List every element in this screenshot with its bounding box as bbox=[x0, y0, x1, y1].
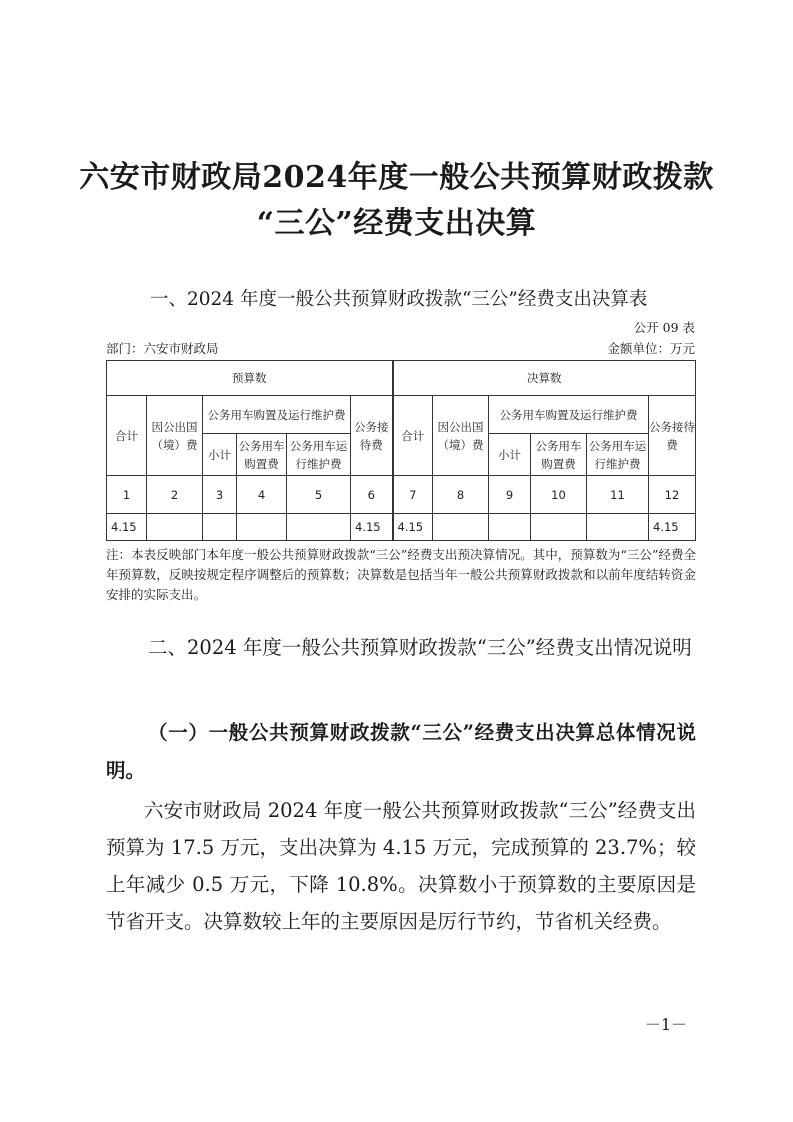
page-number: －1－ bbox=[644, 1015, 687, 1034]
col-reception: 公务接待费 bbox=[649, 396, 696, 476]
value-cell bbox=[531, 514, 587, 541]
col-abroad: 因公出国（境）费 bbox=[433, 396, 489, 476]
budget-header: 预算数 bbox=[107, 361, 393, 396]
value-cell bbox=[489, 514, 531, 541]
document-title-line1: 六安市财政局2024年度一般公共预算财政拨款 bbox=[79, 160, 714, 195]
col-number: 4 bbox=[237, 476, 287, 514]
col-number: 9 bbox=[489, 476, 531, 514]
value-cell bbox=[587, 514, 649, 541]
col-number: 1 bbox=[107, 476, 147, 514]
col-number: 2 bbox=[147, 476, 203, 514]
value-cell: 4.15 bbox=[107, 514, 147, 541]
final-header: 决算数 bbox=[393, 361, 696, 396]
section1-heading: 一、2024 年度一般公共预算财政拨款“三公”经费支出决算表 bbox=[150, 289, 648, 310]
col-number: 3 bbox=[203, 476, 237, 514]
value-cell bbox=[287, 514, 351, 541]
col-vehicle-purchase: 公务用车购置费 bbox=[237, 434, 287, 476]
section2-subheading: （一）一般公共预算财政拨款“三公”经费支出决算总体情况说明。 bbox=[106, 721, 696, 782]
unit-label: 金额单位：万元 bbox=[607, 341, 695, 356]
col-vehicle-operation: 公务用车运行维护费 bbox=[287, 434, 351, 476]
col-total: 合计 bbox=[393, 396, 433, 476]
col-subtotal: 小计 bbox=[489, 434, 531, 476]
col-reception: 公务接待费 bbox=[351, 396, 393, 476]
col-number: 6 bbox=[351, 476, 393, 514]
col-subtotal: 小计 bbox=[203, 434, 237, 476]
col-number: 10 bbox=[531, 476, 587, 514]
section2-heading: 二、2024 年度一般公共预算财政拨款“三公”经费支出情况说明 bbox=[148, 636, 692, 659]
table-code: 公开 09 表 bbox=[633, 320, 695, 335]
value-cell: 4.15 bbox=[393, 514, 433, 541]
section2-paragraph: 六安市财政局 2024 年度一般公共预算财政拨款“三公”经费支出预算为 17.5 万元，支出决算为 4.15 万元，完成预算的 23.7%；较上年减少 0.5 万元，下降 10.8%。决算数小于预算数的主要原因是节省开支。决算数较上年的主要原因是厉行节约，节省机关经费。 bbox=[106, 799, 696, 933]
value-cell bbox=[433, 514, 489, 541]
col-vehicle-operation: 公务用车运行维护费 bbox=[587, 434, 649, 476]
col-number: 7 bbox=[393, 476, 433, 514]
col-vehicle: 公务用车购置及运行维护费 bbox=[489, 396, 649, 434]
three-public-expense-table bbox=[106, 360, 696, 541]
col-number: 8 bbox=[433, 476, 489, 514]
col-vehicle-purchase: 公务用车购置费 bbox=[531, 434, 587, 476]
value-cell bbox=[147, 514, 203, 541]
col-number: 12 bbox=[649, 476, 696, 514]
value-cell: 4.15 bbox=[649, 514, 696, 541]
col-abroad: 因公出国（境）费 bbox=[147, 396, 203, 476]
value-cell bbox=[237, 514, 287, 541]
department-label: 部门：六安市财政局 bbox=[106, 341, 219, 356]
document-title-line2: “三公”经费支出决算 bbox=[256, 206, 537, 241]
col-vehicle: 公务用车购置及运行维护费 bbox=[203, 396, 351, 434]
value-cell: 4.15 bbox=[351, 514, 393, 541]
value-cell bbox=[203, 514, 237, 541]
col-number: 11 bbox=[587, 476, 649, 514]
table-note: 注：本表反映部门本年度一般公共预算财政拨款“三公”经费支出预决算情况。其中，预算数为“三公”经费全年预算数，反映按规定程序调整后的预算数；决算数是包括当年一般公共预算财政拨款和以前年度结转资金安排的实际支出。 bbox=[106, 547, 696, 602]
col-total: 合计 bbox=[107, 396, 147, 476]
col-number: 5 bbox=[287, 476, 351, 514]
